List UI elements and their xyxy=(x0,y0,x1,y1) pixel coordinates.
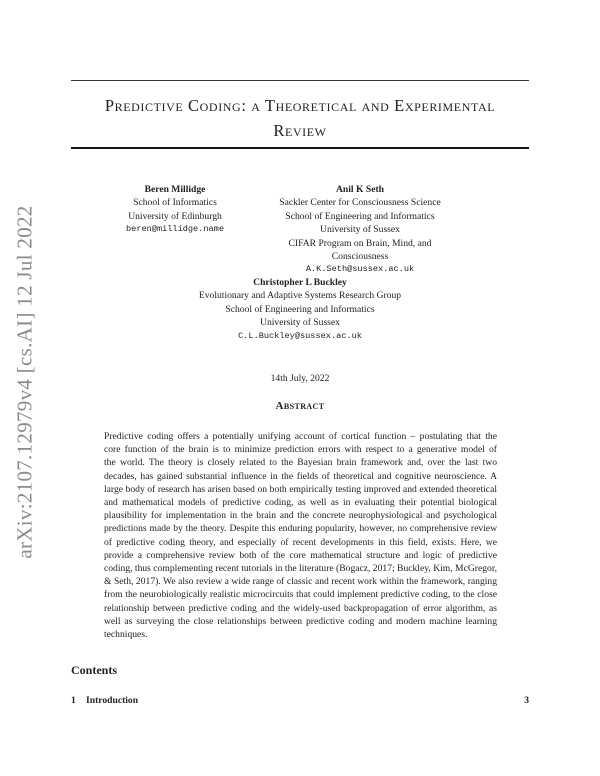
arxiv-identifier: arXiv:2107.12979v4 [cs.AI] 12 Jul 2022 xyxy=(12,205,37,559)
abstract-line: techniques. xyxy=(104,629,148,641)
author-name: Anil K Seth xyxy=(336,184,384,195)
contents-heading: Contents xyxy=(71,663,118,677)
abstract-line: large body of research has arisen based on both empirically testing improved and extended theoretical xyxy=(104,483,497,495)
abstract-line: predictions made by the theory. Despite this enduring popularity, however, no comprehensive review xyxy=(104,523,497,535)
abstract-line: plausibility for implementation in the brain and the concrete neurophysiological and psychological xyxy=(104,510,497,522)
abstract-line: decades, has gained substantial influence in the fields of theoretical and cognitive neuroscience. A xyxy=(104,470,497,482)
abstract-line: well as surveying the close relationships between predictive coding and modern machine learning xyxy=(104,615,497,627)
abstract-line: provide a comprehensive review both of the core mathematical structure and logic of predictive xyxy=(104,549,497,561)
title-bottom-rule xyxy=(71,147,529,149)
abstract-line: of predictive coding theory, and especially of recent developments in this field, exists. Here, we xyxy=(104,536,497,548)
author-email[interactable]: A.K.Seth@sussex.ac.uk xyxy=(305,264,415,275)
abstract-line: from the neurobiologically realistic microcircuits that could implement predictive coding, to the close xyxy=(104,589,497,601)
abstract-line: Predictive coding offers a potentially unifying account of cortical function – postulating that the xyxy=(104,431,497,442)
author-affiliation: University of Sussex xyxy=(260,317,340,329)
author-affiliation: School of Engineering and Informatics xyxy=(225,303,375,315)
title-top-rule xyxy=(71,80,529,81)
toc-entry-number: 1 xyxy=(71,695,76,706)
author-name: Christopher L Buckley xyxy=(253,277,347,288)
paper-date: 14th July, 2022 xyxy=(270,373,330,384)
author-affiliation: Evolutionary and Adaptive Systems Research Group xyxy=(198,290,402,302)
abstract-line: core function of the brain is to minimize prediction errors with respect to a generative model of xyxy=(104,444,497,456)
author-block-millidge xyxy=(100,183,250,237)
abstract-heading: Abstract xyxy=(275,400,325,412)
author-affiliation: School of Informatics xyxy=(133,197,217,209)
author-affiliation: CIFAR Program on Brain, Mind, and Consciousness xyxy=(288,237,432,263)
author-block-seth xyxy=(260,183,460,277)
toc-entry-label[interactable]: Introduction xyxy=(86,695,139,706)
abstract-line: the world. The theory is closely related to the Bayesian brain framework and, over the last two xyxy=(104,457,497,469)
abstract-line: and mathematical models of predictive coding, as well as in evaluating their potential biological xyxy=(104,497,497,509)
toc-entry-page[interactable]: 3 xyxy=(524,695,529,706)
abstract-body xyxy=(104,430,497,641)
abstract-line: relationship between predictive coding and the widely-used backpropagation of error algorithm, as xyxy=(104,602,497,614)
author-email[interactable]: beren@millidge.name xyxy=(126,224,224,235)
paper-title xyxy=(71,93,529,143)
abstract-line: & Seth, 2017). We also review a wide range of classic and recent work within the framework, ranging xyxy=(104,576,497,588)
title-line-1: Predictive Coding: a Theoretical and Experimental xyxy=(104,96,496,115)
abstract-line: coding, thus complementing recent tutorials in the literature (Bogacz, 2017; Buckley, Kim, McGregor, xyxy=(104,563,498,575)
author-affiliation: University of Sussex xyxy=(320,224,400,236)
author-block-buckley xyxy=(170,276,430,343)
title-line-2: Review xyxy=(273,121,327,140)
author-affiliation: Sackler Center for Consciousness Science xyxy=(279,197,441,209)
author-name: Beren Millidge xyxy=(144,184,206,195)
author-affiliation: University of Edinburgh xyxy=(128,210,222,222)
author-affiliation: School of Engineering and Informatics xyxy=(285,210,435,222)
author-email[interactable]: C.L.Buckley@sussex.ac.uk xyxy=(238,330,362,341)
